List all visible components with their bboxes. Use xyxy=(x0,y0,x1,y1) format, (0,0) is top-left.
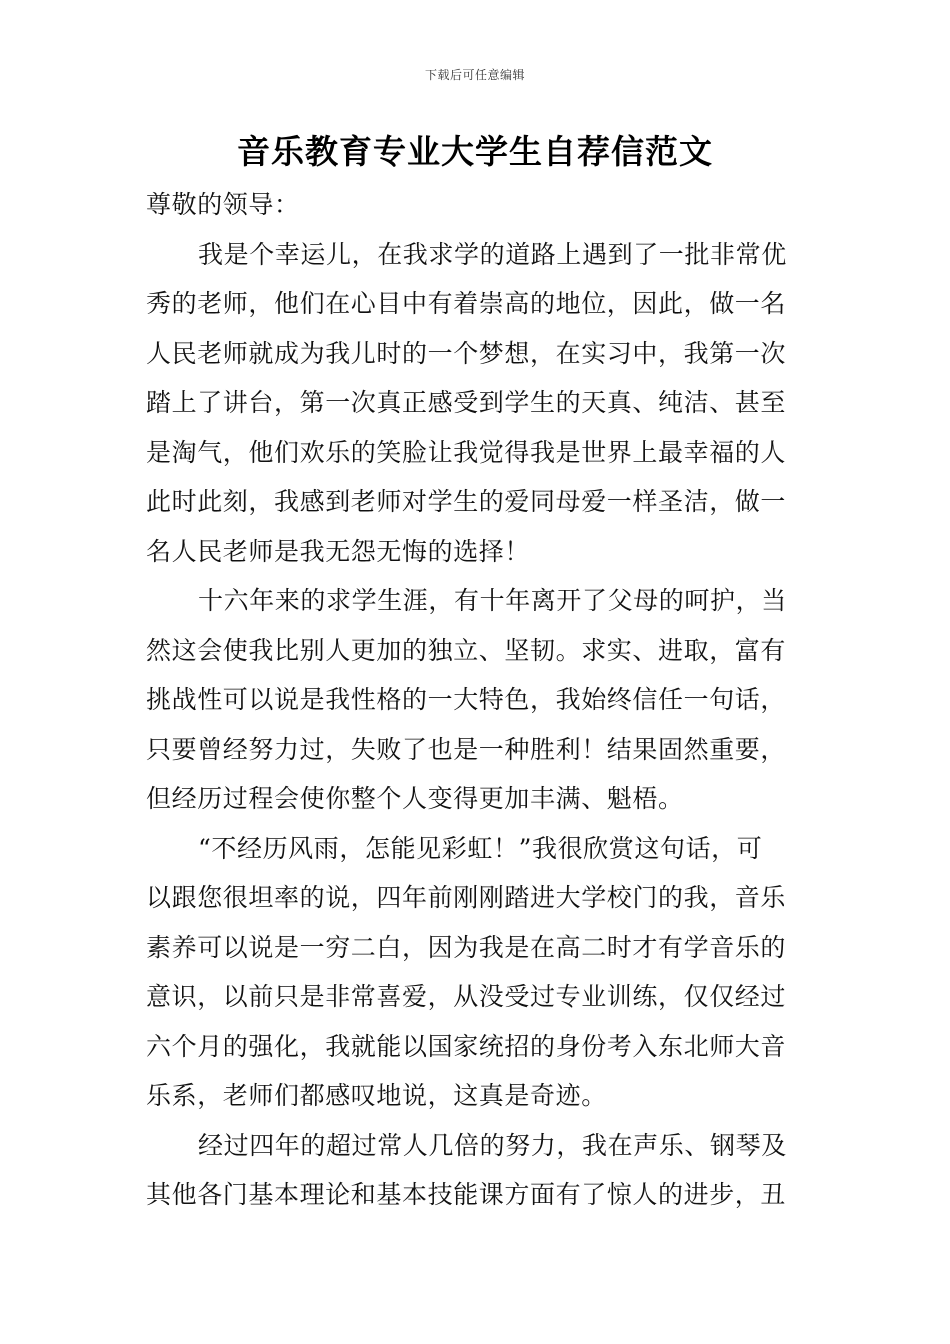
paragraph-line: 挑战性可以说是我性格的一大特色，我始终信任一句话， xyxy=(146,685,787,714)
paragraph-line: 只要曾经努力过，失败了也是一种胜利！结果固然重要， xyxy=(146,734,787,764)
salutation: 尊敬的领导： xyxy=(146,190,300,219)
paragraph-line: 其他各门基本理论和基本技能课方面有了惊人的进步，丑 xyxy=(146,1180,787,1209)
paragraph-line: 秀的老师，他们在心目中有着崇高的地位，因此，做一名 xyxy=(146,289,787,318)
paragraph-line: 是淘气，他们欢乐的笑脸让我觉得我是世界上最幸福的人 xyxy=(146,437,787,467)
paragraph-2 xyxy=(146,576,806,824)
paragraph-line: 名人民老师是我无怨无悔的选择！ xyxy=(146,536,531,566)
paragraph-line: 经过四年的超过常人几倍的努力，我在声乐、钢琴及 xyxy=(198,1130,787,1160)
paragraph-line: 此时此刻，我感到老师对学生的爱同母爱一样圣洁，做一 xyxy=(146,487,787,516)
paragraph-line: 我是个幸运儿，在我求学的道路上遇到了一批非常优 xyxy=(198,239,787,269)
paragraph-line: 以跟您很坦率的说，四年前刚刚踏进大学校门的我，音乐 xyxy=(146,883,787,912)
paragraph-line: 然这会使我比别人更加的独立、坚韧。求实、进取，富有 xyxy=(146,635,787,665)
paragraph-line: 乐系，老师们都感叹地说，这真是奇迹。 xyxy=(146,1081,607,1110)
paragraph-line: 人民老师就成为我儿时的一个梦想，在实习中，我第一次 xyxy=(146,338,787,368)
paragraph-line: “不经历风雨，怎能见彩虹！”我很欣赏这句话，可 xyxy=(198,833,763,863)
letter-body xyxy=(146,180,806,1220)
paragraph-line: 意识，以前只是非常喜爱，从没受过专业训练，仅仅经过 xyxy=(146,982,787,1011)
paragraph-3 xyxy=(146,824,806,1121)
paragraph-4 xyxy=(146,1121,806,1220)
header-note: 下载后可任意编辑 xyxy=(424,68,525,82)
paragraph-line: 六个月的强化，我就能以国家统招的身份考入东北师大音 xyxy=(146,1031,787,1061)
paragraph-1 xyxy=(146,230,806,577)
paragraph-line: 踏上了讲台，第一次真正感受到学生的天真、纯洁、甚至 xyxy=(146,388,787,417)
paragraph-line: 但经历过程会使你整个人变得更加丰满、魁梧。 xyxy=(146,784,684,813)
document-title: 音乐教育专业大学生自荐信范文 xyxy=(237,132,713,171)
paragraph-line: 素养可以说是一穷二白，因为我是在高二时才有学音乐的 xyxy=(146,932,787,962)
paragraph-line: 十六年来的求学生涯，有十年离开了父母的呵护，当 xyxy=(198,586,787,615)
